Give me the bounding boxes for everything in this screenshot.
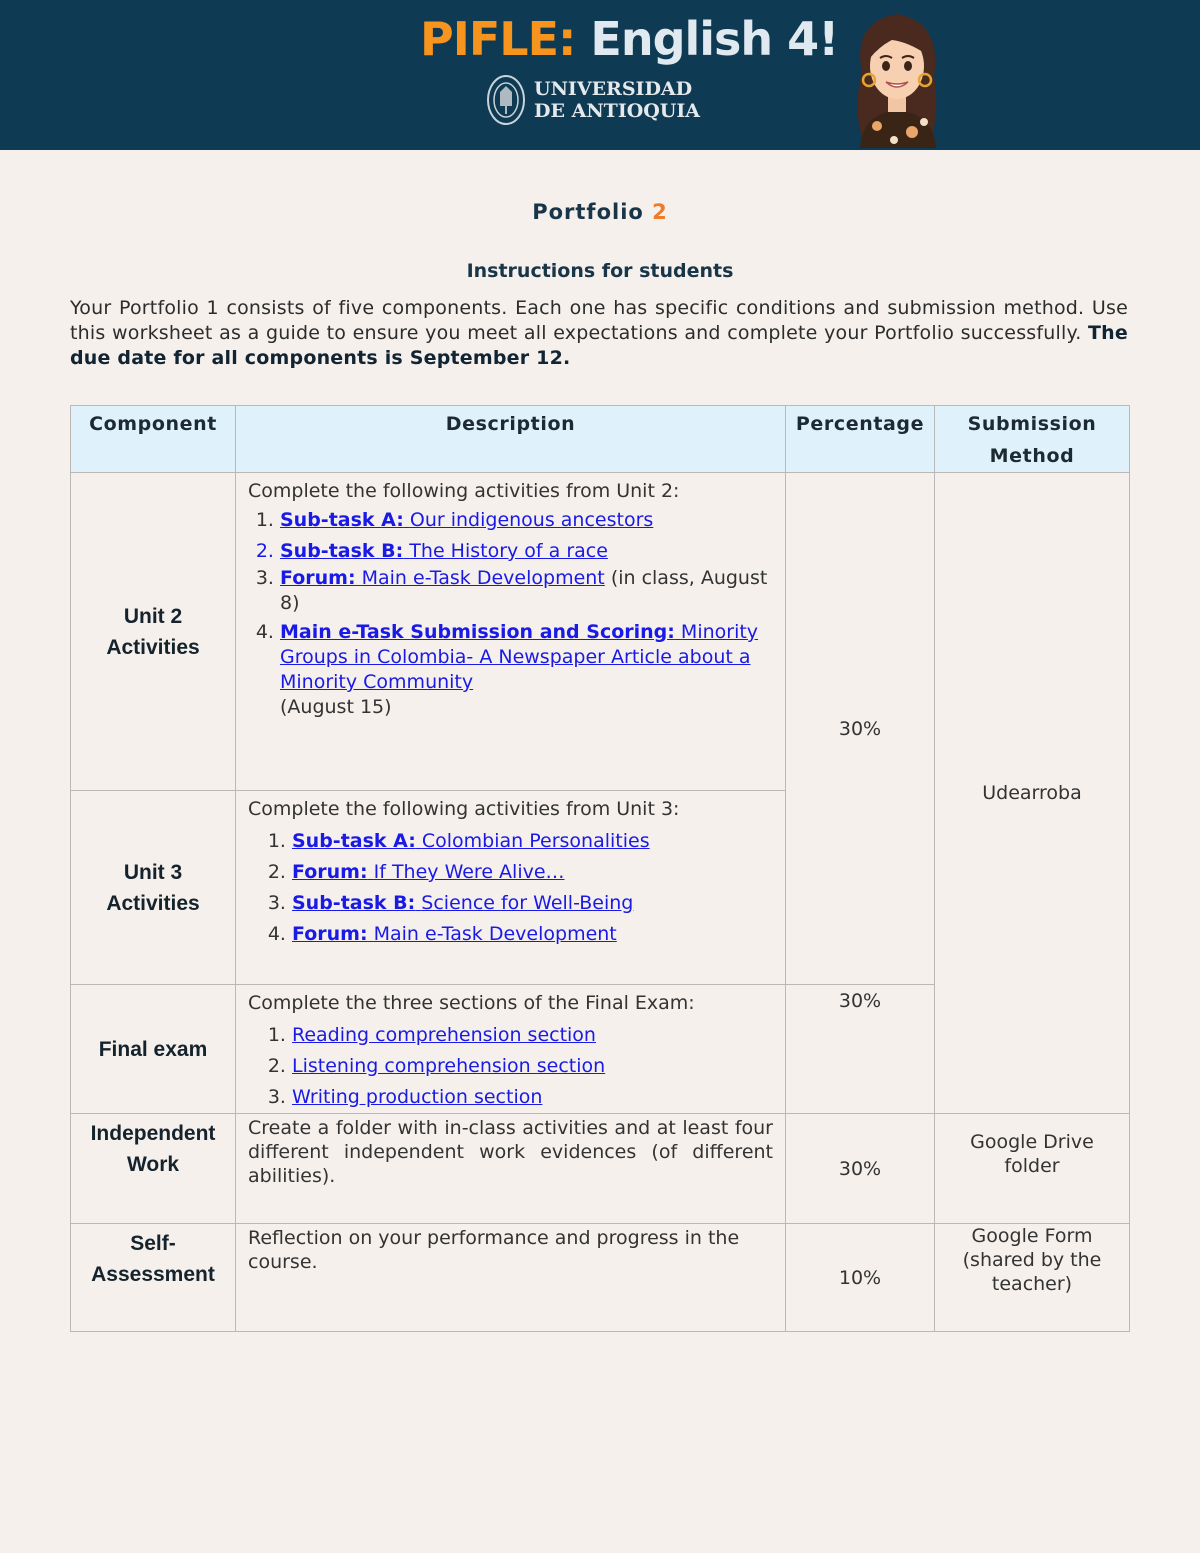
intro-text: Your Portfolio 1 consists of five components. Each one has specific conditions and submission method. Use this worksheet as a guide to ensure you meet all expectations and complete your Portfolio successfully. xyxy=(70,297,1128,344)
teacher-avatar-illustration xyxy=(842,2,952,148)
intro-paragraph xyxy=(70,296,1128,371)
portfolio-number: 2 xyxy=(652,200,668,224)
list-item xyxy=(292,919,773,950)
list-item xyxy=(292,826,773,857)
list-item xyxy=(280,620,773,720)
list-item xyxy=(292,1020,773,1051)
component-final-exam: Final exam xyxy=(71,985,236,1114)
table-row-unit2 xyxy=(71,473,1130,791)
university-seal-icon xyxy=(486,74,526,126)
percentage-independent-work: 30% xyxy=(786,1114,935,1224)
university-name-line2: DE ANTIOQUIA xyxy=(534,100,701,122)
unit2-intro: Complete the following activities from Unit 2: xyxy=(248,480,680,502)
unit2-forum-note: (in class, August 8) xyxy=(280,567,768,614)
final-exam-intro: Complete the three sections of the Final Exam: xyxy=(248,992,695,1014)
final-exam-section-list xyxy=(248,1020,773,1113)
portfolio-table xyxy=(70,405,1130,1332)
component-self-assessment: Self-Assessment xyxy=(71,1224,236,1332)
list-item xyxy=(292,1051,773,1082)
percentage-units: 30% xyxy=(786,473,935,985)
header-description: Description xyxy=(236,406,786,473)
instructions-title: Instructions for students xyxy=(466,260,734,282)
method-google-form: Google Form (shared by the teacher) xyxy=(935,1224,1130,1332)
method-google-drive: Google Drive folder xyxy=(935,1114,1130,1224)
table-header-row xyxy=(71,406,1130,473)
list-item xyxy=(280,508,773,533)
link-writing-section[interactable]: Writing production section xyxy=(292,1086,543,1108)
university-name-line1: UNIVERSIDAD xyxy=(534,78,693,100)
course-title-main: English 4! xyxy=(590,12,839,66)
course-title-accent: PIFLE: xyxy=(420,12,576,66)
portfolio-word: Portfolio xyxy=(532,200,644,224)
link-unit2-forum[interactable]: Forum: Main e-Task Development xyxy=(280,567,605,589)
link-reading-section[interactable]: Reading comprehension section xyxy=(292,1024,596,1046)
component-unit3: Unit 3 Activities xyxy=(71,791,236,985)
description-independent-work: Create a folder with in-class activities and at least four different independent work evidences (of different abilities). xyxy=(236,1114,786,1224)
table-row-self-assessment xyxy=(71,1224,1130,1332)
percentage-final-exam: 30% xyxy=(786,985,935,1114)
link-unit3-subtask-a[interactable]: Sub-task A: Colombian Personalities xyxy=(292,830,650,852)
list-item xyxy=(280,539,773,564)
link-unit3-subtask-b[interactable]: Sub-task B: Science for Well-Being xyxy=(292,892,634,914)
portfolio-title xyxy=(0,200,1200,224)
unit2-main-etask-note: (August 15) xyxy=(280,696,392,718)
unit2-activity-list xyxy=(248,508,773,720)
link-unit2-main-etask[interactable]: Main e-Task Submission and Scoring: Minority Groups in Colombia- A Newspaper Article about a Minority Community xyxy=(280,621,759,693)
list-item xyxy=(280,566,773,616)
method-udearroba: Udearroba xyxy=(935,473,1130,1114)
list-item xyxy=(292,857,773,888)
description-unit2 xyxy=(236,473,786,791)
percentage-self-assessment: 10% xyxy=(786,1224,935,1332)
link-unit3-forum-alive[interactable]: Forum: If They Were Alive… xyxy=(292,861,565,883)
header-percentage: Percentage xyxy=(786,406,935,473)
university-name xyxy=(534,78,700,122)
link-unit3-forum-development[interactable]: Forum: Main e-Task Development xyxy=(292,923,617,945)
list-item xyxy=(292,888,773,919)
unit3-intro: Complete the following activities from Unit 3: xyxy=(248,798,680,820)
unit3-activity-list xyxy=(248,826,773,950)
header-component: Component xyxy=(71,406,236,473)
description-unit3 xyxy=(236,791,786,985)
course-title xyxy=(420,10,838,68)
link-listening-section[interactable]: Listening comprehension section xyxy=(292,1055,606,1077)
list-item xyxy=(292,1082,773,1113)
description-self-assessment: Reflection on your performance and progress in the course. xyxy=(236,1224,786,1332)
link-unit2-subtask-a[interactable]: Sub-task A: Our indigenous ancestors xyxy=(280,509,654,531)
due-date-text: The due date for all components is September 12. xyxy=(70,322,1128,369)
description-final-exam xyxy=(236,985,786,1114)
table-row-independent-work xyxy=(71,1114,1130,1224)
link-unit2-subtask-b[interactable]: Sub-task B: The History of a race xyxy=(280,540,608,562)
header-submission-method: Submission Method xyxy=(935,406,1130,473)
component-independent-work: Independent Work xyxy=(71,1114,236,1224)
header-banner xyxy=(0,0,1200,150)
component-unit2: Unit 2 Activities xyxy=(71,473,236,791)
